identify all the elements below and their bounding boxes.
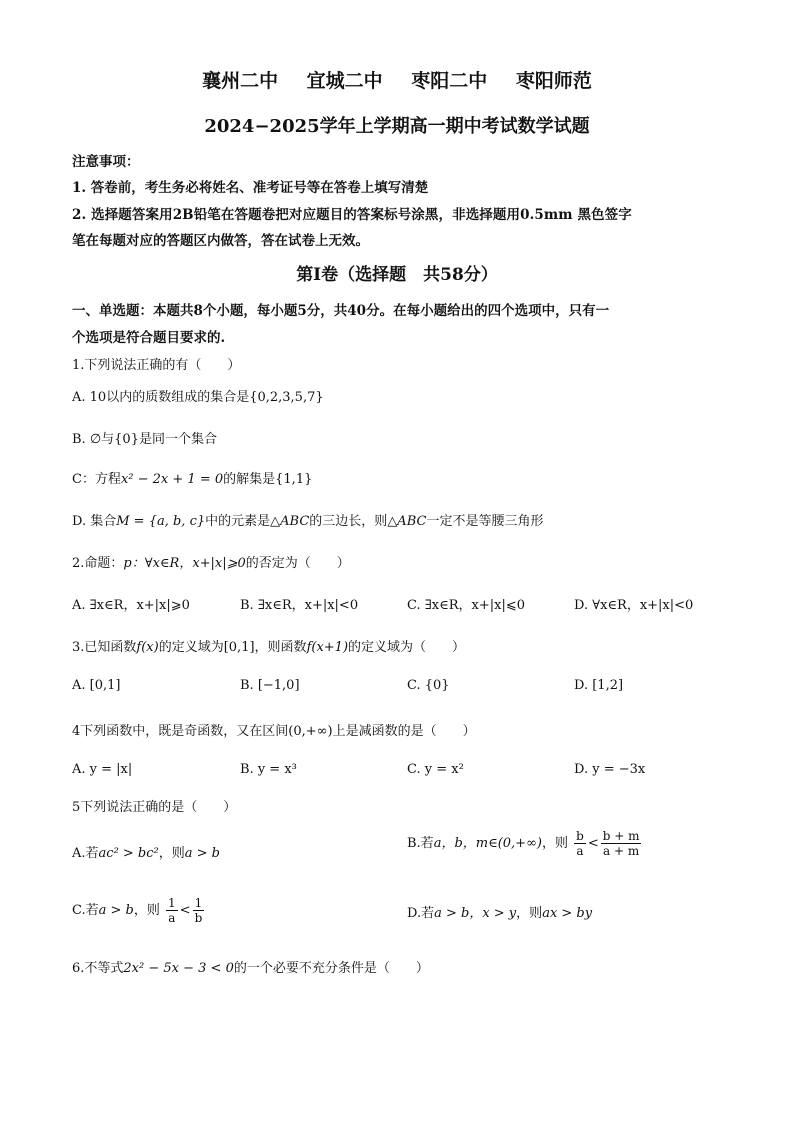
q1-d-text-mid2: 的三边长，则 xyxy=(309,514,388,529)
q4-stem-pre: 4下列函数中，既是奇函数，又在区间 xyxy=(72,724,289,739)
notes-item-2a: 2. 选择题答案用2B铅笔在答题卷把对应题目的答案标号涂黑，非选择题用0.5mm 黑色签字 xyxy=(72,207,632,223)
q1-option-a xyxy=(72,386,324,405)
q3-option-b: B. [−1,0] xyxy=(240,678,300,693)
section-instruction-1: 一、单选题：本题共8个小题，每小题5分，共40分。在每小题给出的四个选项中，只有一 xyxy=(72,303,610,319)
q2-option-c: C. ∃x∈R，x+|x|⩽0 xyxy=(407,598,526,613)
q5-c-fraction-2 xyxy=(193,896,205,925)
q6-inequality: 2x² − 5x − 3 < 0 xyxy=(123,961,234,976)
q1-d-text-post: 一定不是等腰三角形 xyxy=(426,514,544,529)
q3-stem xyxy=(72,636,465,655)
q5-c-den-2: b xyxy=(194,911,203,925)
q2-option-d: D. ∀x∈R，x+|x|<0 xyxy=(574,598,694,613)
q2-proposition: p：∀x∈R，x+|x|⩾0 xyxy=(123,556,246,571)
q5-a-text-post: ，则 xyxy=(158,846,185,861)
q4-option-c: C. y = x² xyxy=(407,762,464,777)
q3-function-2: f(x+1) xyxy=(306,640,349,655)
q1-d-text-mid: 中的元素是 xyxy=(205,514,271,529)
q3-function-1: f(x) xyxy=(136,640,159,655)
q1-option-c xyxy=(72,468,312,487)
q1-b-set: {0} xyxy=(114,432,139,447)
q3-option-a: A. [0,1] xyxy=(72,678,121,693)
q3-option-c: C. {0} xyxy=(407,678,450,693)
section-instruction-2: 个选项是符合题目要求的. xyxy=(72,330,226,346)
q4-stem-post: 上是减函数的是（ ） xyxy=(332,724,476,739)
q2-option-a: A. ∃x∈R，x+|x|⩾0 xyxy=(72,598,190,613)
q1-a-set: {0,2,3,5,7} xyxy=(249,390,324,405)
q5-c-den-1: a xyxy=(168,911,176,925)
q5-b-fraction-1 xyxy=(574,829,586,858)
q5-b-num-1: b xyxy=(576,829,584,843)
exam-title: 2024−2025学年上学期高一期中考试数学试题 xyxy=(204,116,590,137)
q3-stem-pre: 3.已知函数 xyxy=(72,640,137,655)
q5-b-den-2: a + m xyxy=(603,844,640,858)
q5-c-condition: a > b xyxy=(98,903,134,918)
notes-item-2b: 笔在每题对应的答题区内做答，答在试卷上无效。 xyxy=(72,233,369,249)
q1-option-b xyxy=(72,428,217,447)
q1-c-text: C：方程 xyxy=(72,472,121,487)
q5-option-b xyxy=(407,829,643,858)
q5-b-less-than: < xyxy=(587,836,599,851)
q1-b-text: B. ∅与 xyxy=(72,432,115,447)
q5-b-variables: a，b，m∈(0,+∞) xyxy=(433,836,542,851)
q3-stem-mid: 的定义域为 xyxy=(158,640,224,655)
q3-option-d: D. [1,2] xyxy=(574,678,624,693)
q5-option-a xyxy=(72,842,220,861)
q5-a-condition: ac² > bc² xyxy=(98,846,159,861)
notes-item-1: 1. 答卷前，考生务必将姓名、准考证号等在答卷上填写清楚 xyxy=(72,180,429,196)
q6-stem xyxy=(72,957,429,976)
q5-stem: 5下列说法正确的是（ ） xyxy=(72,800,237,815)
q2-option-b: B. ∃x∈R，x+|x|<0 xyxy=(240,598,359,613)
q5-b-num-2: b + m xyxy=(602,829,640,843)
q1-c-equation: x² − 2x + 1 = 0 xyxy=(120,472,224,487)
q5-b-fraction-2 xyxy=(601,829,642,858)
q6-stem-pre: 6.不等式 xyxy=(72,961,124,976)
q4-option-d: D. y = −3x xyxy=(574,762,646,777)
q2-stem-post: 的否定为（ ） xyxy=(245,556,350,571)
q3-domain: [0,1] xyxy=(223,640,255,655)
q5-c-less-than: < xyxy=(179,903,191,918)
q1-c-text-mid: 的解集是 xyxy=(223,472,276,487)
q4-option-a: A. y = |x| xyxy=(72,762,133,777)
q5-c-fraction-1 xyxy=(166,896,178,925)
q4-option-b: B. y = x³ xyxy=(240,762,297,777)
q5-b-text: B.若 xyxy=(407,836,434,851)
q3-stem-post: 的定义域为（ ） xyxy=(348,640,466,655)
q2-stem-pre: 2.命题： xyxy=(72,556,124,571)
q1-d-triangle-2: △ABC xyxy=(387,514,427,529)
q5-d-condition: a > b，x > y xyxy=(434,906,517,921)
q5-d-text: D.若 xyxy=(407,906,435,921)
q5-c-text-post: ，则 xyxy=(133,903,160,918)
q5-b-den-1: a xyxy=(576,844,584,858)
q5-a-result: a > b xyxy=(184,846,220,861)
section-title: 第Ⅰ卷（选择题 共58分） xyxy=(296,265,498,285)
school-names: 襄州二中 宜城二中 枣阳二中 枣阳师范 xyxy=(202,70,592,92)
q2-stem xyxy=(72,552,350,571)
q5-c-num-1: 1 xyxy=(168,896,176,910)
q5-a-text: A.若 xyxy=(72,846,99,861)
q1-b-text-post: 是同一个集合 xyxy=(138,432,217,447)
q1-option-d xyxy=(72,510,543,529)
q1-d-triangle-1: △ABC xyxy=(270,514,310,529)
q4-stem xyxy=(72,720,476,739)
q3-stem-mid2: ，则函数 xyxy=(254,640,307,655)
q5-b-text-post: ，则 xyxy=(541,836,568,851)
q6-stem-post: 的一个必要不充分条件是（ ） xyxy=(233,961,429,976)
notes-heading: 注意事项： xyxy=(72,154,140,170)
q1-d-text: D. 集合 xyxy=(72,514,117,529)
q5-d-result: ax > by xyxy=(542,906,593,921)
q1-stem: 1.下列说法正确的有（ ） xyxy=(72,358,241,373)
q1-a-text: A. 10以内的质数组成的集合是 xyxy=(72,390,250,405)
q5-c-text: C.若 xyxy=(72,903,99,918)
q5-option-d xyxy=(407,902,592,921)
q1-c-set: {1,1} xyxy=(275,472,313,487)
q5-d-text-post: ，则 xyxy=(516,906,543,921)
q1-d-set: M = {a, b, c} xyxy=(116,514,206,529)
q4-interval: (0,+∞) xyxy=(288,724,333,739)
q5-c-num-2: 1 xyxy=(193,896,205,911)
q5-option-c xyxy=(72,896,206,925)
